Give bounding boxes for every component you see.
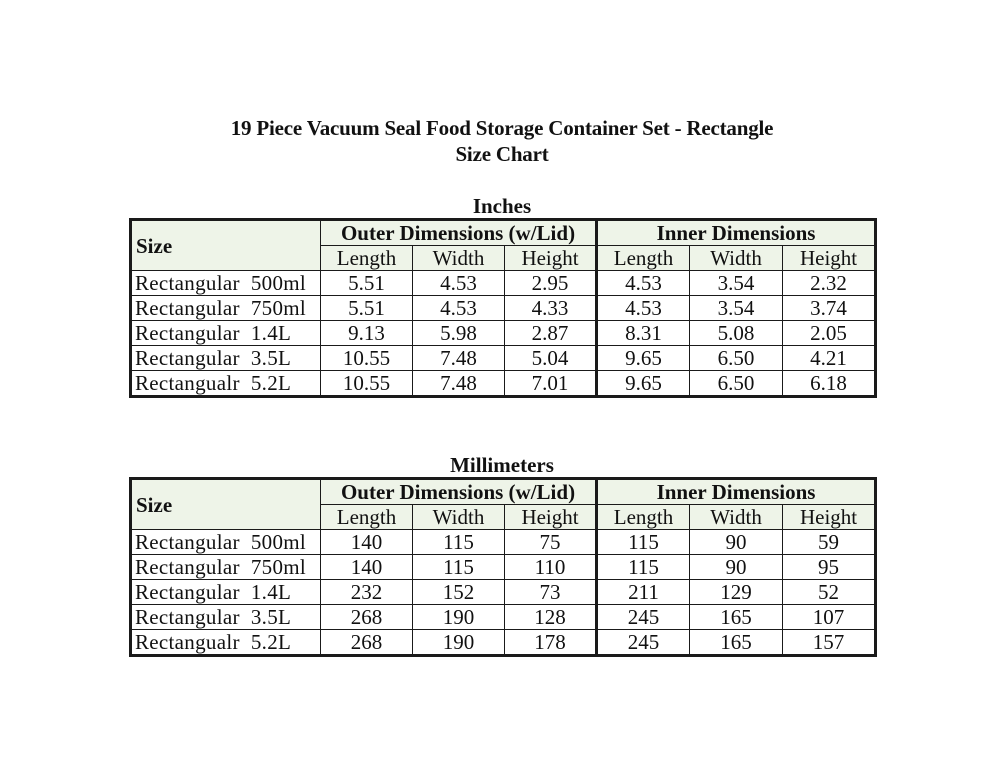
section-title-millimeters: Millimeters [450,453,554,477]
cell-inner-height: 52 [783,580,876,605]
cell-outer-width: 4.53 [413,296,505,321]
table-row [131,580,876,605]
cell-outer-height: 5.04 [505,346,597,371]
outer-dimensions-header: Outer Dimensions (w/Lid) [321,479,597,505]
cell-inner-length: 245 [597,630,690,656]
cell-inner-height: 6.18 [783,371,876,397]
cell-inner-length: 115 [597,555,690,580]
cell-outer-width: 190 [413,630,505,656]
cell-outer-length: 140 [321,555,413,580]
cell-inner-length: 9.65 [597,371,690,397]
container-size-name: Rectangular 500ml [131,530,321,555]
container-size-name: Rectangular 3.5L [131,605,321,630]
cell-inner-width: 3.54 [690,296,783,321]
table-row [131,346,876,371]
cell-inner-height: 95 [783,555,876,580]
cell-inner-height: 157 [783,630,876,656]
container-size-name: Rectangular 1.4L [131,580,321,605]
table-row [131,605,876,630]
cell-outer-height: 178 [505,630,597,656]
cell-outer-length: 268 [321,630,413,656]
cell-inner-height: 107 [783,605,876,630]
size-table-inches [129,218,877,398]
cell-outer-width: 5.98 [413,321,505,346]
size-column-header: Size [131,479,321,530]
cell-inner-height: 2.32 [783,271,876,296]
inner-dimensions-header: Inner Dimensions [597,220,876,246]
cell-inner-height: 59 [783,530,876,555]
subheader-inner-height: Height [783,505,876,530]
document-title: 19 Piece Vacuum Seal Food Storage Container Set - Rectangle [230,116,774,140]
cell-outer-width: 115 [413,530,505,555]
cell-inner-width: 6.50 [690,371,783,397]
subheader-outer-length: Length [321,505,413,530]
cell-outer-height: 2.87 [505,321,597,346]
subheader-inner-length: Length [597,505,690,530]
cell-outer-length: 9.13 [321,321,413,346]
cell-outer-length: 5.51 [321,296,413,321]
cell-inner-width: 165 [690,605,783,630]
subheader-outer-height: Height [505,246,597,271]
cell-outer-height: 73 [505,580,597,605]
cell-outer-height: 2.95 [505,271,597,296]
cell-inner-width: 6.50 [690,346,783,371]
container-size-name: Rectangualr 5.2L [131,371,321,397]
cell-inner-length: 4.53 [597,296,690,321]
cell-inner-length: 9.65 [597,346,690,371]
cell-inner-width: 90 [690,555,783,580]
cell-outer-length: 10.55 [321,371,413,397]
cell-outer-width: 152 [413,580,505,605]
table-row [131,321,876,346]
subheader-outer-width: Width [413,505,505,530]
cell-inner-width: 90 [690,530,783,555]
cell-inner-length: 211 [597,580,690,605]
cell-outer-height: 128 [505,605,597,630]
outer-dimensions-header: Outer Dimensions (w/Lid) [321,220,597,246]
table-row [131,530,876,555]
cell-inner-height: 4.21 [783,346,876,371]
cell-outer-length: 268 [321,605,413,630]
table-row [131,296,876,321]
subheader-inner-length: Length [597,246,690,271]
cell-outer-height: 7.01 [505,371,597,397]
table-row [131,555,876,580]
container-size-name: Rectangular 750ml [131,296,321,321]
cell-inner-length: 4.53 [597,271,690,296]
subheader-outer-width: Width [413,246,505,271]
table-header-row [131,479,876,505]
inner-dimensions-header: Inner Dimensions [597,479,876,505]
cell-outer-width: 190 [413,605,505,630]
container-size-name: Rectangular 750ml [131,555,321,580]
cell-inner-width: 129 [690,580,783,605]
cell-outer-length: 232 [321,580,413,605]
cell-outer-length: 5.51 [321,271,413,296]
cell-outer-height: 75 [505,530,597,555]
cell-inner-width: 165 [690,630,783,656]
subheader-inner-width: Width [690,505,783,530]
container-size-name: Rectangular 3.5L [131,346,321,371]
subheader-inner-height: Height [783,246,876,271]
size-table-millimeters [129,477,877,657]
section-title-inches: Inches [472,194,532,218]
container-size-name: Rectangular 500ml [131,271,321,296]
container-size-name: Rectangualr 5.2L [131,630,321,656]
cell-outer-width: 115 [413,555,505,580]
size-column-header: Size [131,220,321,271]
cell-inner-width: 3.54 [690,271,783,296]
table-row [131,371,876,397]
cell-outer-length: 140 [321,530,413,555]
cell-outer-width: 4.53 [413,271,505,296]
cell-inner-height: 2.05 [783,321,876,346]
cell-inner-width: 5.08 [690,321,783,346]
document-subtitle: Size Chart [455,142,549,166]
subheader-outer-length: Length [321,246,413,271]
cell-outer-height: 4.33 [505,296,597,321]
cell-inner-height: 3.74 [783,296,876,321]
table-header-row [131,220,876,246]
subheader-inner-width: Width [690,246,783,271]
cell-outer-length: 10.55 [321,346,413,371]
cell-inner-length: 8.31 [597,321,690,346]
container-size-name: Rectangular 1.4L [131,321,321,346]
cell-outer-height: 110 [505,555,597,580]
cell-inner-length: 245 [597,605,690,630]
table-row [131,271,876,296]
cell-inner-length: 115 [597,530,690,555]
cell-outer-width: 7.48 [413,371,505,397]
cell-outer-width: 7.48 [413,346,505,371]
subheader-outer-height: Height [505,505,597,530]
table-row [131,630,876,656]
